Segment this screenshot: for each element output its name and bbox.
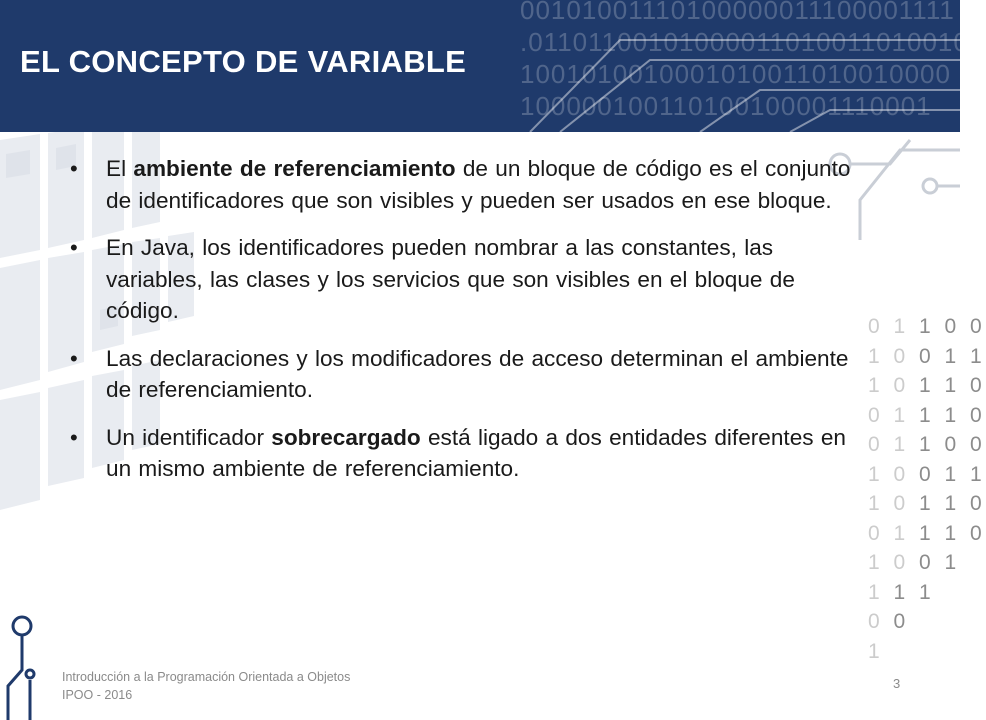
bullet-dot-icon: • bbox=[70, 156, 78, 181]
bullet-item: • Un identificador sobrecargado está ligado a dos entidades diferentes en un mismo ambiente de referenciamiento. bbox=[70, 422, 870, 485]
slide-title: EL CONCEPTO DE VARIABLE bbox=[20, 44, 467, 79]
bullet-dot-icon: • bbox=[70, 235, 78, 260]
footer-year: IPOO - 2016 bbox=[62, 688, 133, 702]
circuit-trace-icon bbox=[0, 600, 60, 720]
bullet-dot-icon: • bbox=[70, 424, 78, 450]
page-number: 3 bbox=[893, 676, 901, 691]
bullet-item: • El ambiente de referenciamiento de un bloque de código es el conjunto de identificadores que son visibles y pueden ser usados en ese bloque. bbox=[70, 153, 870, 216]
bullet-item: • En Java, los identificadores pueden nombrar a las constantes, las variables, las clases y los servicios que son visibles en el bloque de código. bbox=[70, 232, 870, 327]
bullet-dot-icon: • bbox=[70, 345, 78, 371]
header-band bbox=[0, 0, 969, 132]
header-binary-pattern: 00101001110100000011100001111 .01101100101000011010011010010 1001010010001010011010010000 100000100110100100001110001 bbox=[520, 0, 969, 121]
bullet-item: • Las declaraciones y los modificadores de acceso determinan el ambiente de referenciamiento. bbox=[70, 343, 870, 406]
footer-course: Introducción a la Programación Orientada a Objetos bbox=[62, 670, 351, 684]
bullet-list bbox=[70, 153, 870, 501]
binary-decoration-column: 0 1 1 0 0 1 0 0 1 1 1 0 1 1 0 0 1 1 1 0 0 1 1 0 0 1 0 0 1 1 1 0 1 1 0 0 1 1 1 0 1 0 0 1 1 1 1 0 0 1 bbox=[868, 315, 986, 663]
footer bbox=[62, 668, 350, 704]
